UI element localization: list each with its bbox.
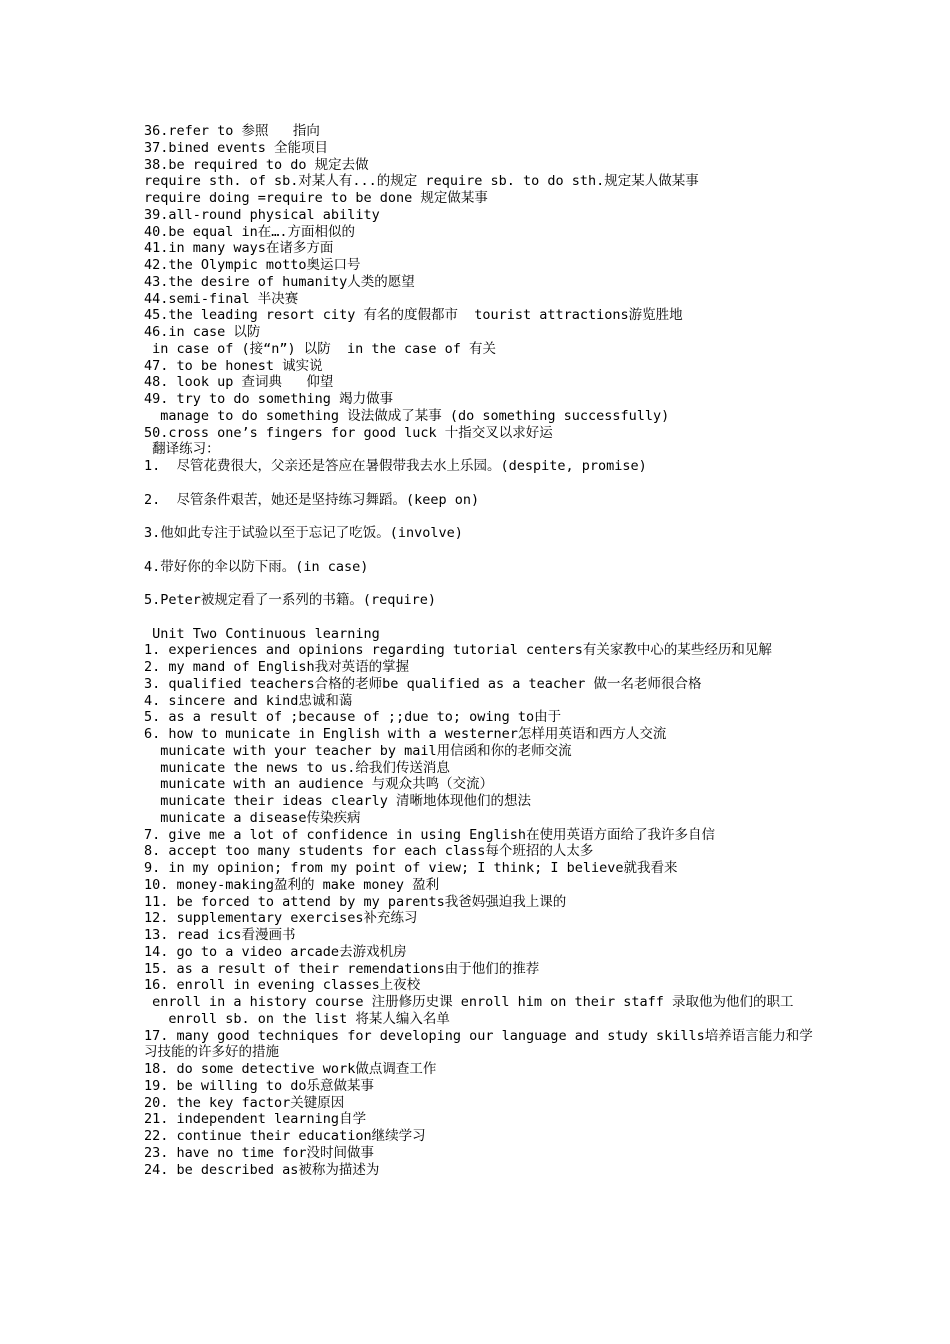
text-line: 13. read ics看漫画书 xyxy=(144,927,296,943)
text-line: 4.带好你的伞以防下雨。(in case) xyxy=(144,558,369,575)
text-line: enroll in a history course 注册修历史课 enroll him on their staff 录取他为他们的职工 xyxy=(144,994,794,1010)
text-line: 2. 尽管条件艰苦，她还是坚持练习舞蹈。(keep on) xyxy=(144,491,480,508)
text-line: 50.cross one’s fingers for good luck 十指交叉以求好运 xyxy=(144,424,553,441)
text-line: 10. money-making盈利的 make money 盈利 xyxy=(144,876,440,893)
blank-line xyxy=(144,575,816,592)
text-line: 40.be equal in在….方面相似的 xyxy=(144,223,356,240)
text-line: 24. be described as被称为描述为 xyxy=(144,1161,380,1178)
text-line: 43.the desire of humanity人类的愿望 xyxy=(144,273,415,290)
text-line: 6. how to municate in English with a westerner怎样用英语和西方人交流 xyxy=(144,726,667,742)
text-line: 16. enroll in evening classes上夜校 xyxy=(144,977,421,994)
blank-line xyxy=(144,475,816,492)
text-line: manage to do something 设法做成了某事 (do something successfully) xyxy=(144,407,670,424)
text-line: 14. go to a video arcade去游戏机房 xyxy=(144,943,407,960)
text-line: 41.in many ways在诸多方面 xyxy=(144,240,334,257)
text-line: 38.be required to do 规定去做 xyxy=(144,156,369,173)
text-line: municate their ideas clearly 清晰地体现他们的想法 xyxy=(144,793,531,809)
text-line: 46.in case 以防 xyxy=(144,324,261,340)
text-line: 18. do some detective work做点调查工作 xyxy=(144,1061,437,1077)
text-line: 15. as a result of their remendations由于他们的推荐 xyxy=(144,960,540,977)
text-line: 20. the key factor关键原因 xyxy=(144,1094,345,1111)
text-line: 19. be willing to do乐意做某事 xyxy=(144,1077,375,1094)
text-line: 42.the Olympic motto奥运口号 xyxy=(144,257,361,273)
text-line: 2. my mand of English我对英语的掌握 xyxy=(144,659,410,675)
text-line: 45.the leading resort city 有名的度假都市 tourist attractions游览胜地 xyxy=(144,307,683,324)
document-body xyxy=(144,123,816,1178)
text-line: require sth. of sb.对某人有...的规定 require sb. to do sth.规定某人做某事 xyxy=(144,173,699,190)
text-line: 5. as a result of ;because of ;;due to; owing to由于 xyxy=(144,709,562,726)
text-line: 23. have no time for没时间做事 xyxy=(144,1144,375,1161)
blank-line xyxy=(144,609,816,626)
text-line: 17. many good techniques for developing our language and study skills培养语言能力和学习技能的许多好的措施 xyxy=(144,1027,813,1061)
text-line: 44.semi-final 半决赛 xyxy=(144,290,299,307)
text-line: 22. continue their education继续学习 xyxy=(144,1128,426,1144)
text-line: 12. supplementary exercises补充练习 xyxy=(144,910,418,927)
text-line: 37.bined events 全能项目 xyxy=(144,139,329,156)
text-line: 21. independent learning自学 xyxy=(144,1111,367,1128)
text-line: municate a disease传染疾病 xyxy=(144,809,361,826)
text-line: 49. try to do something 竭力做事 xyxy=(144,391,394,407)
text-line: Unit Two Continuous learning xyxy=(144,625,380,642)
text-line: 9. in my opinion; from my point of view; I think; I believe就我看来 xyxy=(144,860,678,876)
text-line: municate with your teacher by mail用信函和你的老师交流 xyxy=(144,742,572,759)
text-line: 1. 尽管花费很大，父亲还是答应在暑假带我去水上乐园。(despite, promise) xyxy=(144,458,647,474)
text-line: 8. accept too many students for each class每个班招的人太多 xyxy=(144,843,594,860)
text-line: 1. experiences and opinions regarding tutorial centers有关家教中心的某些经历和见解 xyxy=(144,642,772,659)
text-line: 4. sincere and kind忠诚和蔼 xyxy=(144,692,353,709)
text-line: require doing =require to be done 规定做某事 xyxy=(144,190,488,206)
text-line: 5.Peter被规定看了一系列的书籍。(require) xyxy=(144,592,437,608)
blank-line xyxy=(144,542,816,559)
text-line: 36.refer to 参照 指向 xyxy=(144,123,320,139)
text-line: in case of (接“n”) 以防 in the case of 有关 xyxy=(144,340,496,357)
text-line: 48. look up 查词典 仰望 xyxy=(144,374,334,391)
text-line: enroll sb. on the list 将某人编入名单 xyxy=(144,1010,450,1027)
text-line: 39.all-round physical ability xyxy=(144,206,380,223)
text-line: 3.他如此专注于试验以至于忘记了吃饭。(involve) xyxy=(144,525,463,541)
blank-line xyxy=(144,508,816,525)
text-line: 47. to be honest 诚实说 xyxy=(144,357,323,374)
text-line: 翻译练习： xyxy=(144,441,220,458)
text-line: 11. be forced to attend by my parents我爸妈强迫我上课的 xyxy=(144,893,567,910)
text-line: 7. give me a lot of confidence in using English在使用英语方面给了我许多自信 xyxy=(144,826,716,843)
text-line: 3. qualified teachers合格的老师be qualified as a teacher 做一名老师很合格 xyxy=(144,675,702,692)
text-line: municate with an audience 与观众共鸣（交流） xyxy=(144,776,494,793)
text-line: municate the news to us.给我们传送消息 xyxy=(144,759,450,776)
